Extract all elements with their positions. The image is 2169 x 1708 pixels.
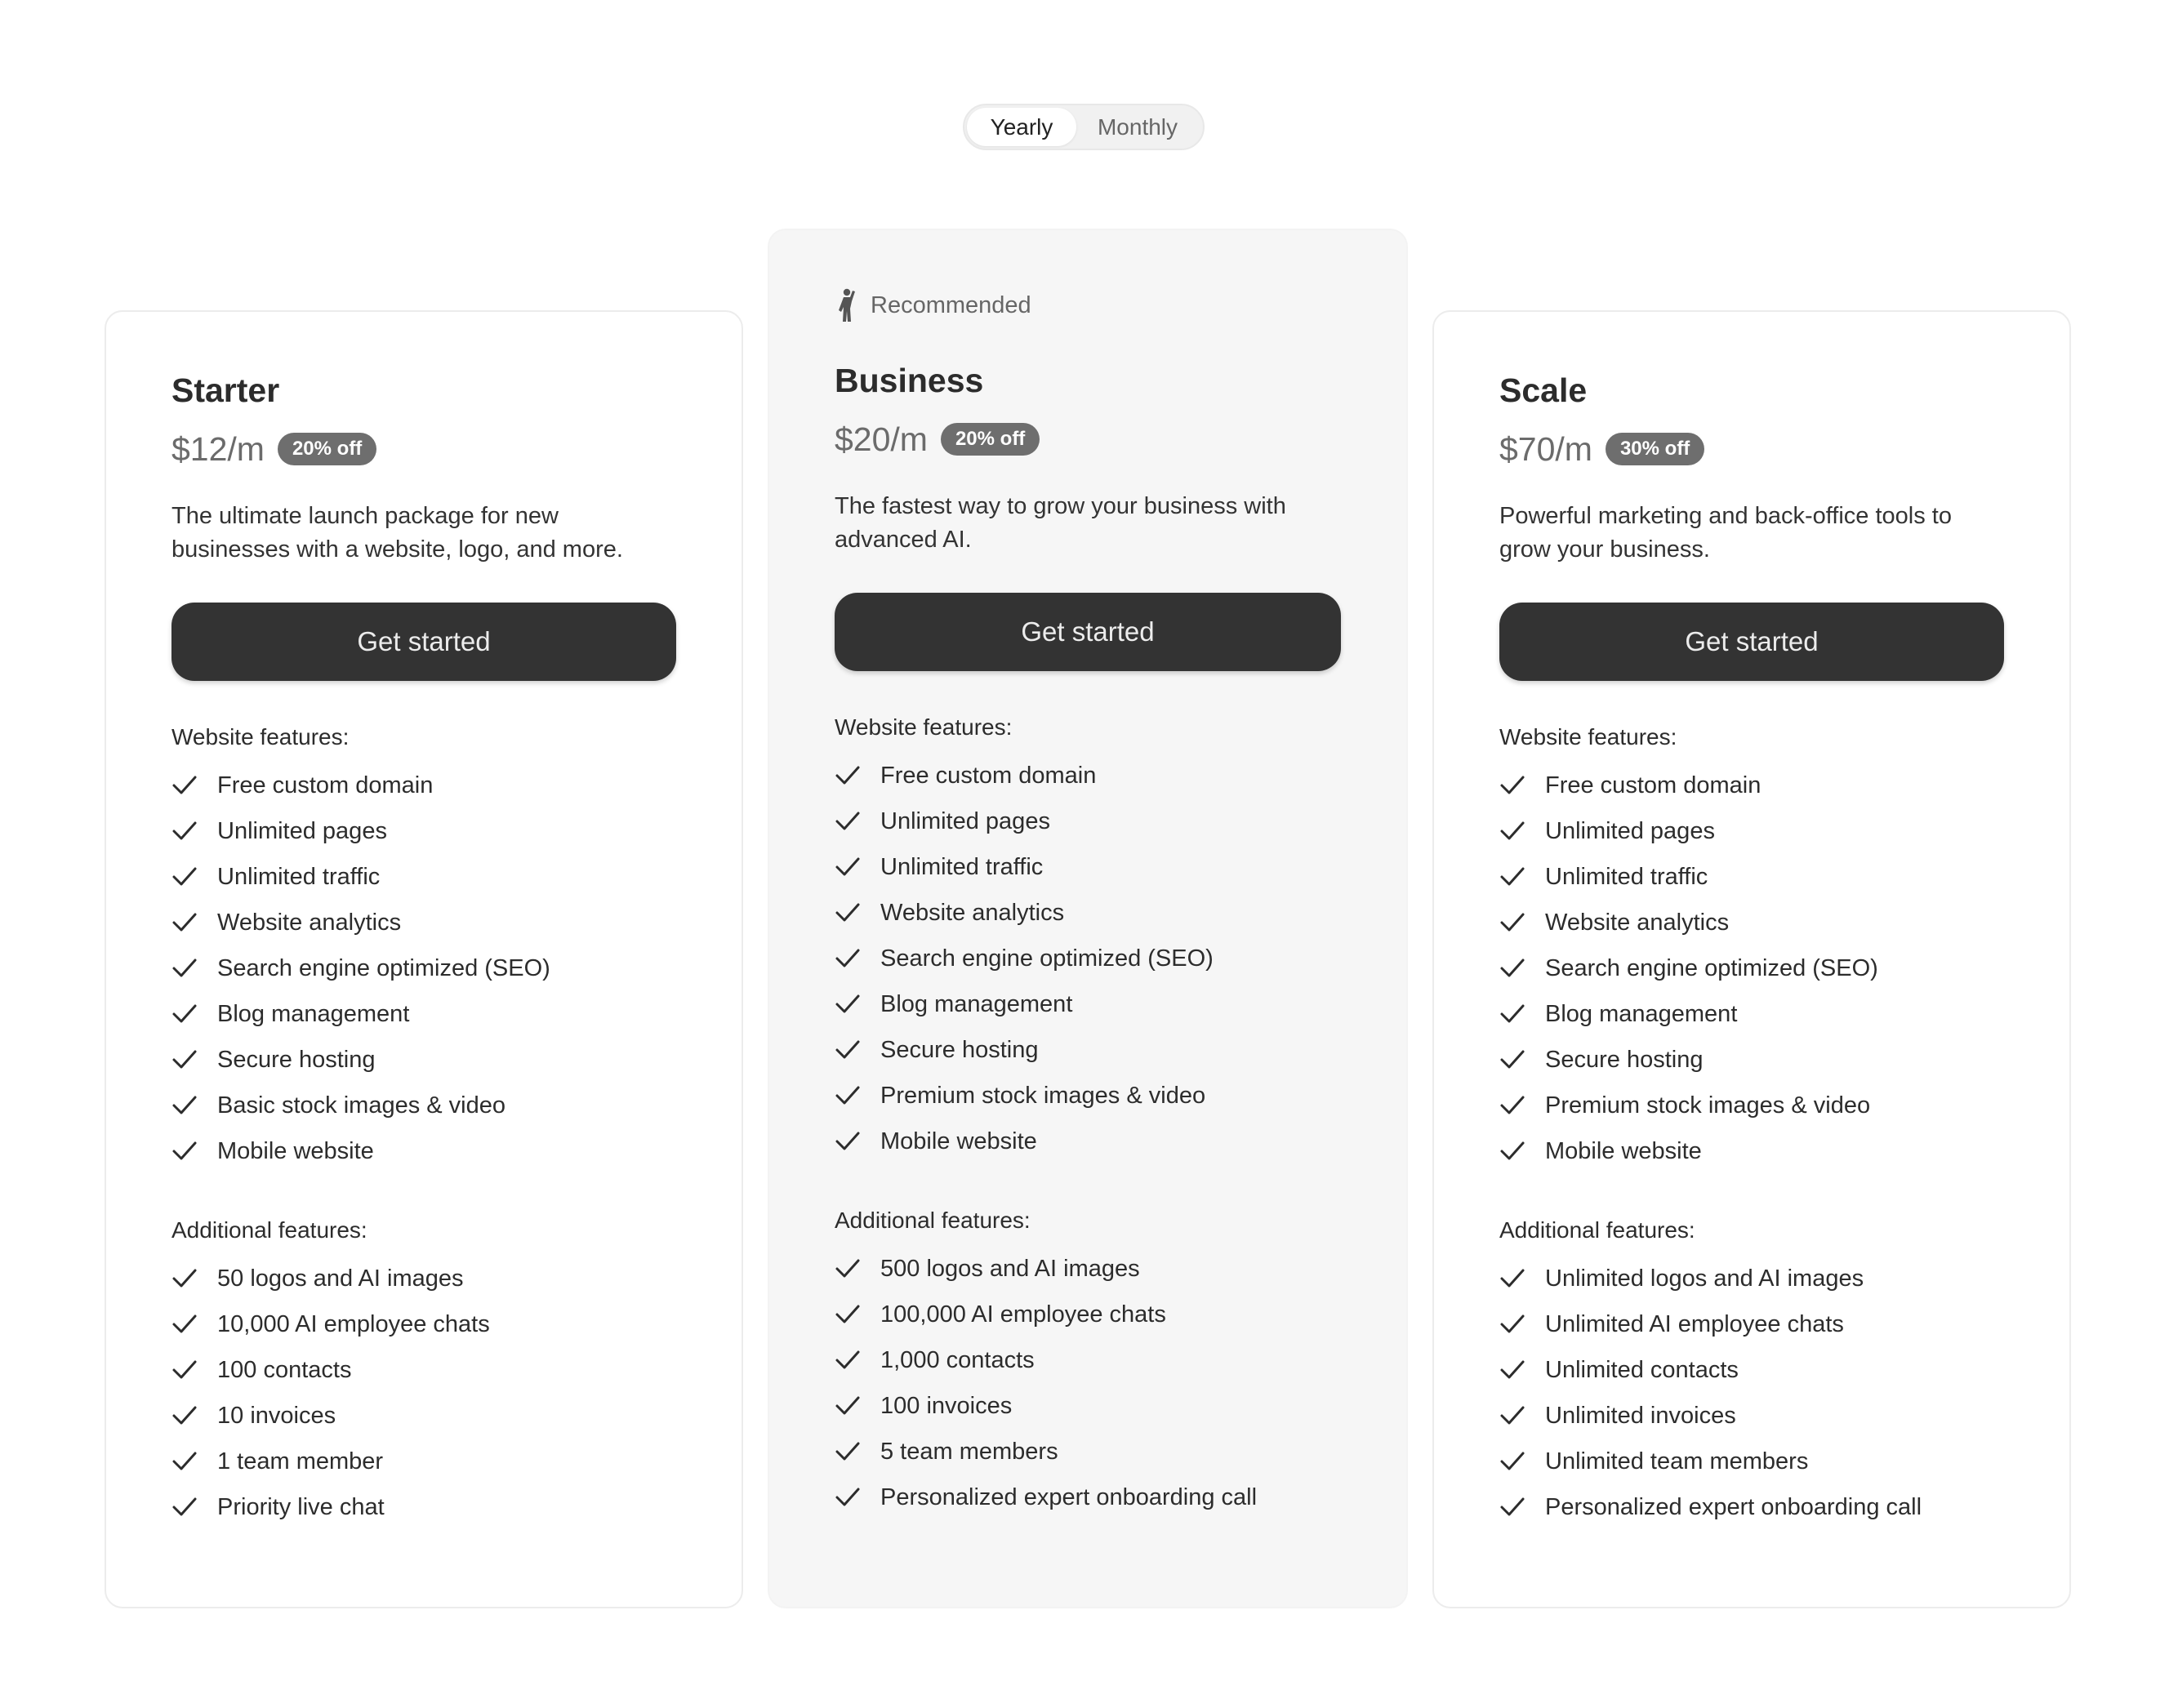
checkmark-icon	[171, 1358, 198, 1382]
checkmark-icon	[171, 910, 198, 935]
feature-label: 100,000 AI employee chats	[880, 1301, 1166, 1328]
feature-item	[171, 1439, 676, 1484]
website-features-list	[171, 763, 676, 1174]
website-features-title: Website features:	[835, 714, 1013, 740]
checkmark-icon	[835, 946, 861, 971]
checkmark-icon	[1499, 1495, 1525, 1519]
feature-label: 50 logos and AI images	[217, 1265, 464, 1292]
plan-name: Business	[835, 362, 984, 399]
feature-item	[171, 1256, 676, 1301]
additional-features-title: Additional features:	[835, 1208, 1031, 1233]
feature-item	[171, 1301, 676, 1347]
feature-item	[1499, 1439, 2004, 1484]
plan-description: The fastest way to grow your business with advanced AI.	[835, 493, 1286, 553]
checkmark-icon	[1499, 1266, 1525, 1291]
feature-item	[835, 981, 1341, 1027]
checkmark-icon	[835, 1038, 861, 1062]
checkmark-icon	[1499, 1312, 1525, 1337]
get-started-button[interactable]: Get started	[835, 593, 1341, 671]
additional-features-list	[171, 1256, 676, 1530]
checkmark-icon	[835, 1302, 861, 1327]
feature-label: Website analytics	[217, 909, 402, 936]
feature-label: Basic stock images & video	[217, 1092, 506, 1119]
feature-item	[1499, 763, 2004, 808]
checkmark-icon	[1499, 1449, 1525, 1474]
feature-item	[1499, 1256, 2004, 1301]
feature-label: Premium stock images & video	[1545, 1092, 1871, 1119]
feature-label: Personalized expert onboarding call	[880, 1483, 1258, 1510]
feature-item	[1499, 1037, 2004, 1083]
feature-label: Blog management	[880, 990, 1073, 1017]
feature-item	[171, 808, 676, 854]
feature-label: Website analytics	[1545, 909, 1730, 936]
feature-item	[835, 890, 1341, 936]
checkmark-icon	[171, 1093, 198, 1118]
plan-name: Starter	[171, 371, 280, 409]
feature-label: Unlimited traffic	[1545, 863, 1708, 890]
website-features-title: Website features:	[1499, 724, 1677, 749]
plan-description: Powerful marketing and back-office tools to grow your business.	[1499, 503, 1952, 563]
discount-badge: 30% off	[1606, 433, 1704, 465]
feature-item	[171, 900, 676, 945]
checkmark-icon	[171, 865, 198, 889]
feature-label: Unlimited team members	[1545, 1448, 1809, 1474]
get-started-button[interactable]: Get started	[171, 603, 676, 681]
feature-label: Unlimited pages	[880, 807, 1050, 834]
website-features-list	[1499, 763, 2004, 1174]
feature-item	[1499, 945, 2004, 991]
checkmark-icon	[1499, 1139, 1525, 1163]
discount-badge: 20% off	[941, 423, 1040, 456]
feature-item	[1499, 991, 2004, 1037]
checkmark-icon	[835, 1083, 861, 1108]
checkmark-icon	[171, 819, 198, 843]
feature-item	[835, 1246, 1341, 1292]
billing-toggle[interactable]	[963, 104, 1205, 150]
feature-item	[1499, 808, 2004, 854]
checkmark-icon	[835, 1485, 861, 1510]
plan-price: $70/m	[1499, 429, 1592, 468]
feature-label: Blog management	[1545, 1000, 1738, 1027]
checkmark-icon	[1499, 910, 1525, 935]
feature-label: Search engine optimized (SEO)	[1545, 954, 1878, 981]
feature-item	[1499, 900, 2004, 945]
plan-price: $12/m	[171, 429, 265, 468]
feature-label: 100 contacts	[217, 1356, 352, 1383]
feature-item	[835, 1292, 1341, 1337]
feature-item	[835, 1073, 1341, 1119]
checkmark-icon	[835, 1394, 861, 1418]
feature-label: Secure hosting	[217, 1046, 376, 1073]
feature-item	[171, 1037, 676, 1083]
feature-item	[835, 1119, 1341, 1164]
checkmark-icon	[171, 1495, 198, 1519]
website-features-title: Website features:	[171, 724, 350, 749]
feature-label: 10 invoices	[217, 1402, 336, 1429]
checkmark-icon	[835, 809, 861, 834]
checkmark-icon	[1499, 1403, 1525, 1428]
feature-label: Unlimited traffic	[217, 863, 381, 890]
feature-label: Unlimited invoices	[1545, 1402, 1736, 1429]
feature-label: Website analytics	[880, 899, 1065, 926]
checkmark-icon	[1499, 1093, 1525, 1118]
feature-label: Free custom domain	[1545, 772, 1761, 798]
feature-label: 1 team member	[217, 1448, 384, 1474]
feature-item	[171, 1083, 676, 1128]
additional-features-title: Additional features:	[1499, 1217, 1695, 1243]
price-row	[1499, 426, 2004, 472]
feature-label: Priority live chat	[217, 1493, 385, 1520]
price-row	[171, 426, 676, 472]
recommended-tag	[835, 286, 1341, 325]
checkmark-icon	[835, 1257, 861, 1281]
checkmark-icon	[1499, 956, 1525, 981]
feature-label: Premium stock images & video	[880, 1082, 1206, 1109]
feature-label: 1,000 contacts	[880, 1346, 1035, 1373]
checkmark-icon	[1499, 1047, 1525, 1072]
feature-label: 100 invoices	[880, 1392, 1013, 1419]
checkmark-icon	[171, 1139, 198, 1163]
checkmark-icon	[171, 1002, 198, 1026]
checkmark-icon	[1499, 865, 1525, 889]
additional-features-title: Additional features:	[171, 1217, 367, 1243]
checkmark-icon	[1499, 1358, 1525, 1382]
checkmark-icon	[171, 1403, 198, 1428]
feature-item	[835, 1429, 1341, 1474]
feature-item	[1499, 1347, 2004, 1393]
feature-item	[835, 1383, 1341, 1429]
feature-label: Personalized expert onboarding call	[1545, 1493, 1922, 1520]
checkmark-icon	[1499, 819, 1525, 843]
checkmark-icon	[171, 1047, 198, 1072]
feature-item	[1499, 1128, 2004, 1174]
checkmark-icon	[835, 763, 861, 788]
plan-card-starter	[105, 310, 743, 1608]
feature-item	[171, 945, 676, 991]
checkmark-icon	[171, 1449, 198, 1474]
additional-features-list	[1499, 1256, 2004, 1530]
feature-item	[1499, 1393, 2004, 1439]
feature-label: Unlimited contacts	[1545, 1356, 1739, 1383]
checkmark-icon	[835, 992, 861, 1016]
checkmark-icon	[1499, 773, 1525, 798]
checkmark-icon	[171, 1266, 198, 1291]
feature-item	[1499, 1301, 2004, 1347]
feature-item	[171, 854, 676, 900]
feature-item	[171, 1347, 676, 1393]
checkmark-icon	[835, 1439, 861, 1464]
feature-label: Secure hosting	[880, 1036, 1039, 1063]
feature-label: Mobile website	[217, 1137, 374, 1164]
checkmark-icon	[835, 855, 861, 879]
website-features-list	[835, 753, 1341, 1164]
toggle-monthly[interactable]: Monthly	[1097, 114, 1178, 140]
feature-item	[1499, 1484, 2004, 1530]
feature-label: Blog management	[217, 1000, 410, 1027]
feature-item	[835, 1474, 1341, 1520]
checkmark-icon	[171, 773, 198, 798]
feature-label: Unlimited pages	[1545, 817, 1715, 844]
feature-label: Unlimited traffic	[880, 853, 1044, 880]
feature-label: Mobile website	[1545, 1137, 1702, 1164]
additional-features-list	[835, 1246, 1341, 1520]
checkmark-icon	[171, 956, 198, 981]
checkmark-icon	[835, 1348, 861, 1372]
feature-label: 500 logos and AI images	[880, 1255, 1140, 1282]
plan-price: $20/m	[835, 420, 928, 458]
feature-item	[171, 1393, 676, 1439]
plan-card-business	[768, 229, 1408, 1608]
feature-item	[1499, 854, 2004, 900]
checkmark-icon	[171, 1312, 198, 1337]
recommended-label: Recommended	[871, 291, 1031, 318]
checkmark-icon	[1499, 1002, 1525, 1026]
feature-label: Search engine optimized (SEO)	[217, 954, 550, 981]
plan-description: The ultimate launch package for new businesses with a website, logo, and more.	[171, 503, 623, 563]
feature-item	[171, 1484, 676, 1530]
feature-item	[835, 936, 1341, 981]
feature-item	[1499, 1083, 2004, 1128]
checkmark-icon	[835, 901, 861, 925]
feature-item	[171, 763, 676, 808]
feature-label: Search engine optimized (SEO)	[880, 945, 1214, 972]
feature-label: Free custom domain	[880, 762, 1097, 789]
feature-label: Secure hosting	[1545, 1046, 1704, 1073]
plan-name: Scale	[1499, 371, 1588, 409]
feature-label: 10,000 AI employee chats	[217, 1310, 490, 1337]
price-row	[835, 416, 1341, 462]
toggle-yearly[interactable]: Yearly	[967, 108, 1076, 146]
plan-card-scale	[1432, 310, 2071, 1608]
feature-label: Mobile website	[880, 1128, 1037, 1154]
feature-label: Free custom domain	[217, 772, 434, 798]
feature-item	[835, 1337, 1341, 1383]
discount-badge: 20% off	[278, 433, 376, 465]
feature-item	[171, 1128, 676, 1174]
feature-label: Unlimited pages	[217, 817, 387, 844]
feature-label: Unlimited logos and AI images	[1545, 1265, 1864, 1292]
feature-item	[835, 844, 1341, 890]
checkmark-icon	[835, 1129, 861, 1154]
feature-item	[171, 991, 676, 1037]
feature-item	[835, 753, 1341, 798]
feature-label: Unlimited AI employee chats	[1545, 1310, 1844, 1337]
feature-item	[835, 798, 1341, 844]
get-started-button[interactable]: Get started	[1499, 603, 2004, 681]
person-waving-icon	[835, 287, 859, 323]
feature-item	[835, 1027, 1341, 1073]
feature-label: 5 team members	[880, 1438, 1058, 1465]
